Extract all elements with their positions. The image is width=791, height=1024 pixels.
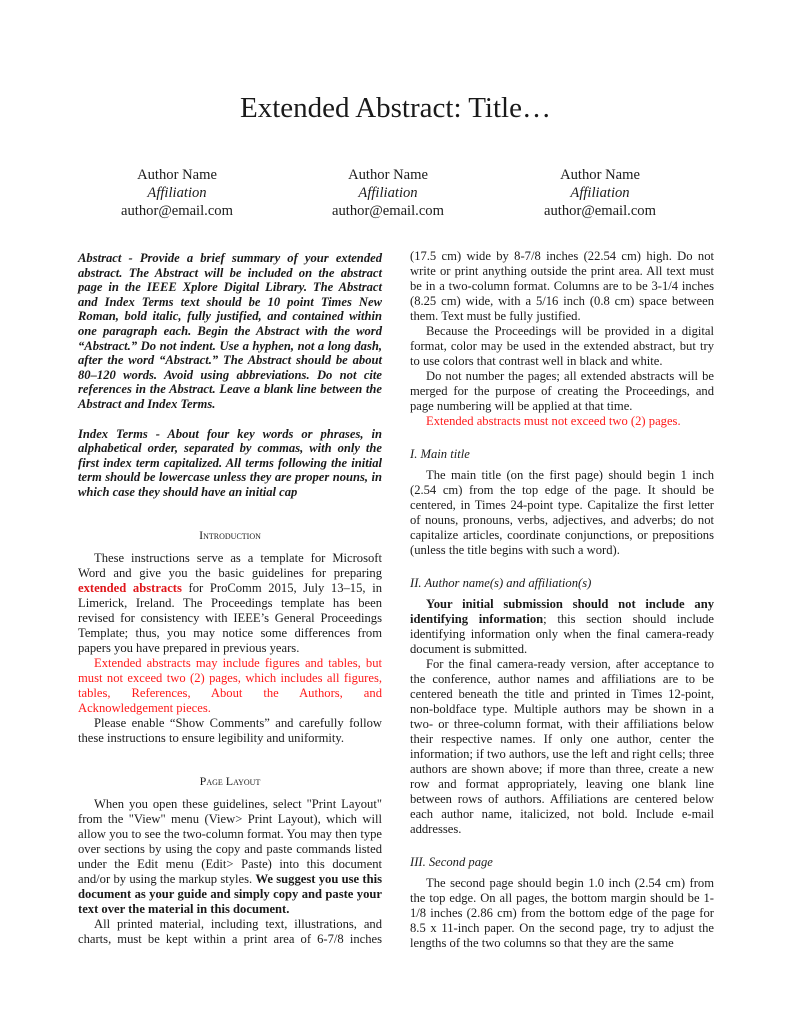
left-column [78,251,382,947]
text: for ProComm 2015, July 13–15, in Limerick, Ireland. The Proceedings template has been revised for consistency with IEEE’s General Proceedings Template; thus, you may notice some differences from papers you have prepared in previous years. [78,580,382,655]
text: ; this section should include identifying information only when the final camera-ready document is submitted. [410,612,714,656]
paragraph: Do not number the pages; all extended abstracts will be merged for the purpose of creating the Proceedings, and page numbering will be applied at that time. [410,369,714,413]
subsection-heading: III. Second page [410,855,493,869]
paragraph: The main title (on the first page) should begin 1 inch (2.54 cm) from the top edge of the page. It should be centered, in Times 24-point type. Capitalize the first letter of nouns, pronouns, verbs, adjectives, and adverbs; do not capitalize articles, coordinate conjunctions, or prepositions (unless the title begins with such a word). [410,468,714,557]
author-affiliation: Affiliation [570,185,630,201]
author-name: Author Name [560,167,640,183]
section-heading-introduction: Introduction [199,527,261,542]
subsection-heading: II. Author name(s) and affiliation(s) [410,576,592,590]
author-affiliation: Affiliation [147,185,207,201]
bold-text: We suggest you use this document as your guide and simply copy and paste your text over the material in this document. [78,871,382,916]
author-affiliation: Affiliation [358,185,418,201]
highlight-text: extended abstracts [78,580,182,595]
paragraph-highlight: Extended abstracts may include figures and tables, but must not exceed two (2) pages, which includes all figures, tables, References, About the Authors, and Acknowledgement pieces. [78,655,382,715]
subsection-heading: I. Main title [410,447,470,461]
author-block [490,166,710,220]
paragraph [410,597,714,657]
paragraph-continued: (17.5 cm) wide by 8-7/8 inches (22.54 cm) high. Do not write or print anything outside the print area. All text must be in a two-column format. Columns are to be 3-1/4 inches (8.25 cm) wide, with a 5/16 inch (0.8 cm) space between them. Text must be fully justified. [410,249,714,323]
abstract: Abstract - Provide a brief summary of your extended abstract. The Abstract will be included on the abstract page in the IEEE Xplore Digital Library. The Abstract and Index Terms text should be 10 point Times New Roman, bold italic, fully justified, and contained within one paragraph each. Begin the Abstract with the word “Abstract.” Do not indent. Use a hyphen, not a long dash, after the word “Abstract.” The Abstract should be about 80–120 words. Avoid using abbreviations. Do not cite references in the Abstract. Leave a blank line between the Abstract and Index Terms. [78,251,382,411]
paragraph [78,551,382,656]
text: When you open these guidelines, select "Print Layout" from the "View" menu (View> Print Layout), which will allow you to see the two-column format. You may then type over sections by using the copy and paste commands listed under the Edit menu (Edit> Paste) into this document and/or by using the markup styles. [78,796,382,886]
right-column [410,249,714,951]
text: These instructions serve as a template for Microsoft Word and give you the basic guidelines for preparing [78,550,382,580]
page-title: Extended Abstract: Title… [240,92,551,124]
paragraph: The second page should begin 1.0 inch (2.54 cm) from the top edge. On all pages, the bottom margin should be 1-1/8 inches (2.86 cm) from the bottom edge of the page for 8.5 x 11-inch paper. On the second page, try to adjust the lengths of the two columns so that they are the same [410,876,714,950]
author-block [67,166,287,220]
index-terms: Index Terms - About four key words or phrases, in alphabetical order, separated by commas, with only the first index term capitalized. All terms following the initial term should be lowercase unless they are proper nouns, in which case they should have an initial cap [78,426,382,499]
paragraph: All printed material, including text, illustrations, and charts, must be kept within a print area of 6-7/8 inches [78,916,382,946]
paragraph: For the final camera-ready version, after acceptance to the conference, author names and affiliations are to be centered beneath the title and printed in Times 12-point, non-boldface type. Multiple authors may be shown in a two- or three-column format, with their affiliations below their respective names. If only one author, center the information; if two authors, use the left and right cells; three authors are shown above; if more than three, create a new row and format appropriately, leaving one blank line between rows of authors. Affiliations are centered below each author name, italicized, not bold. Include e-mail addresses. [410,657,714,836]
author-email: author@email.com [121,203,233,219]
bold-text: Your initial submission should not include any identifying information [410,597,714,626]
paragraph-highlight: Extended abstracts must not exceed two (2) pages. [426,414,681,428]
section-heading-page-layout: Page Layout [199,773,261,788]
author-name: Author Name [137,167,217,183]
paragraph [78,797,382,917]
paragraph: Please enable “Show Comments” and carefully follow these instructions to ensure legibility and uniformity. [78,715,382,745]
author-block [278,166,498,220]
author-name: Author Name [348,167,428,183]
paragraph: Because the Proceedings will be provided in a digital format, color may be used in the extended abstract, but try to use colors that contrast well in black and white. [410,324,714,368]
author-email: author@email.com [332,203,444,219]
author-email: author@email.com [544,203,656,219]
